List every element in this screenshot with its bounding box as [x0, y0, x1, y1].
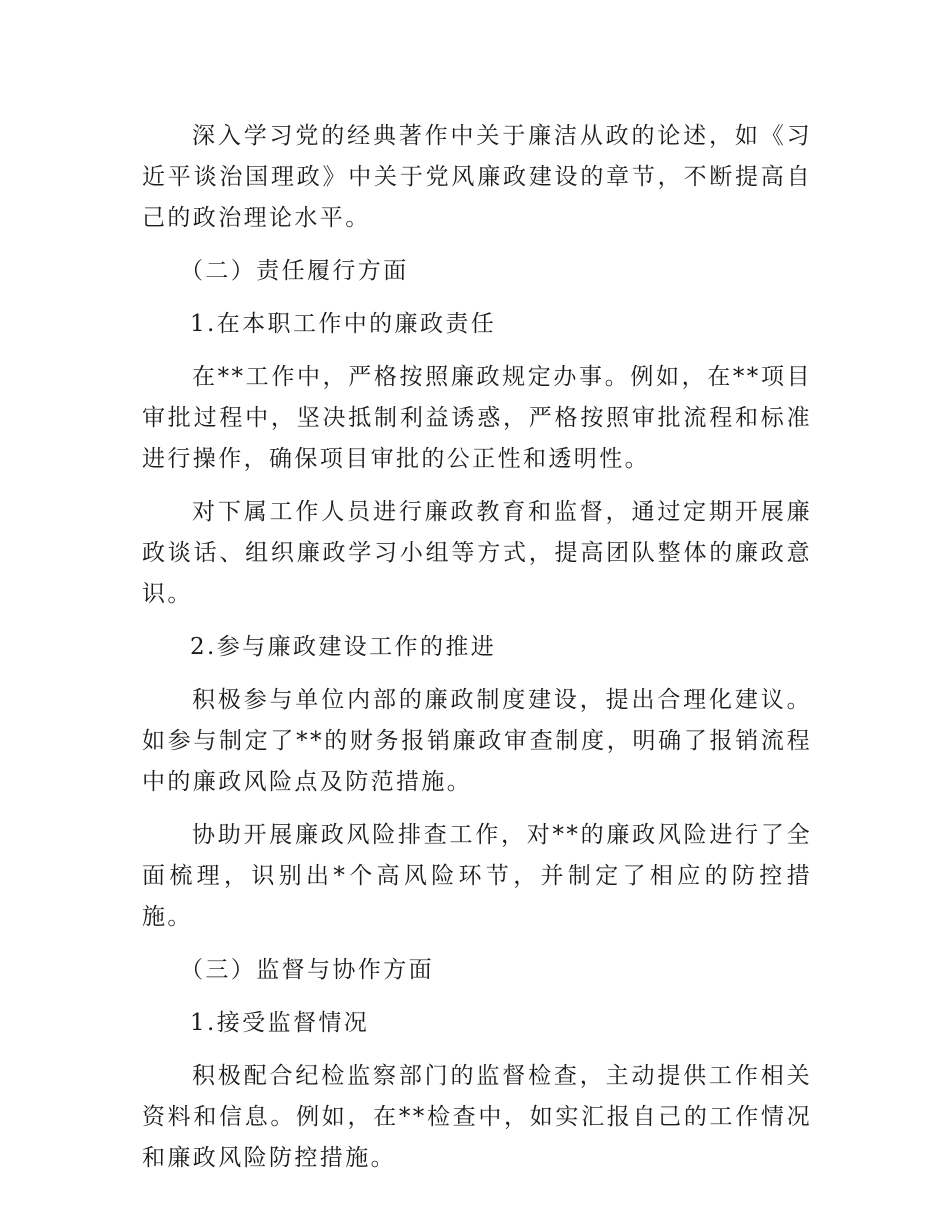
paragraph-system-building: 积极参与单位内部的廉政制度建设，提出合理化建议。如参与制定了**的财务报销廉政审查制度，明确了报销流程中的廉政风险点及防范措施。: [142, 687, 812, 795]
subheading-accept-supervision: 1.接受监督情况: [190, 1010, 370, 1036]
paragraph-staff-education: 对下属工作人员进行廉政教育和监督，通过定期开展廉政谈话、组织廉政学习小组等方式，提高团队整体的廉政意识。: [142, 499, 812, 607]
section-heading-supervision: （三）监督与协作方面: [180, 957, 434, 983]
paragraph-theory-study: 深入学习党的经典著作中关于廉洁从政的论述，如《习近平谈治国理政》中关于党风廉政建设的章节，不断提高自己的政治理论水平。: [142, 123, 812, 231]
subheading-integrity-building: 2.参与廉政建设工作的推进: [190, 634, 497, 660]
paragraph-risk-screening: 协助开展廉政风险排查工作，对**的廉政风险进行了全面梳理，识别出*个高风险环节，并制定了相应的防控措施。: [142, 822, 812, 930]
paragraph-cooperate-inspection: 积极配合纪检监察部门的监督检查，主动提供工作相关资料和信息。例如，在**检查中，如实汇报自己的工作情况和廉政风险防控措施。: [142, 1063, 812, 1171]
document-body: [142, 116, 812, 1191]
paragraph-project-approval: 在**工作中，严格按照廉政规定办事。例如，在**项目审批过程中，坚决抵制利益诱惑，严格按照审批流程和标准进行操作，确保项目审批的公正性和透明性。: [142, 364, 812, 472]
section-heading-responsibility: （二）责任履行方面: [180, 258, 409, 284]
subheading-job-responsibility: 1.在本职工作中的廉政责任: [190, 311, 497, 337]
